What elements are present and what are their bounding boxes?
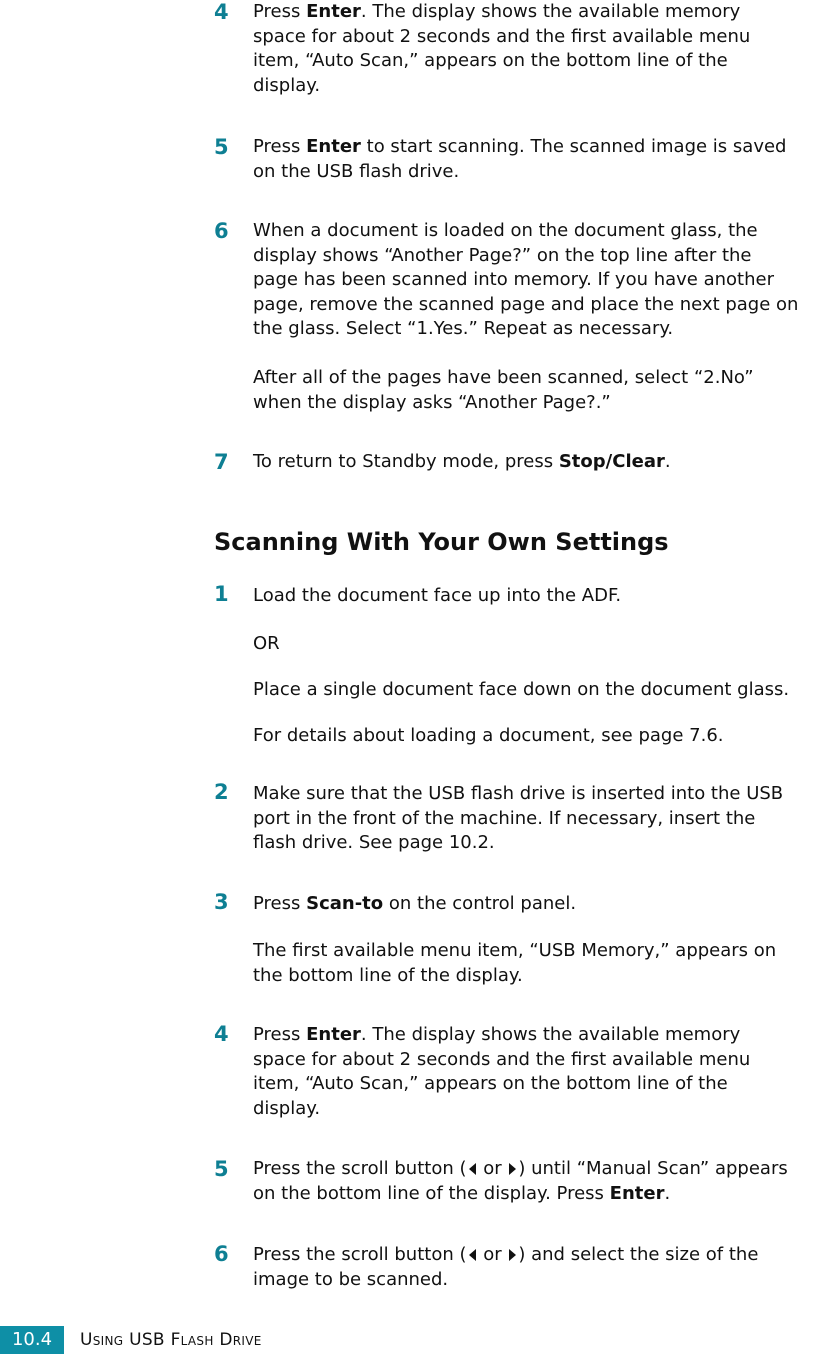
chapter-title: Using USB Flash Drive (80, 1330, 262, 1350)
step-number: 3 (214, 890, 229, 914)
step-text: To return to Standby mode, press Stop/Clear. (253, 451, 671, 472)
step-text: Make sure that the USB flash drive is inserted into the USB port in the front of the machine. If necessary, insert the flash drive. See page 10.2. (253, 783, 784, 853)
step-number: 1 (214, 582, 229, 606)
step-number: 4 (214, 0, 229, 24)
scroll-right-icon (509, 1249, 516, 1261)
scroll-left-icon (469, 1163, 476, 1175)
step-text: Press the scroll button ( or ) and select the size of the image to be scanned. (253, 1244, 759, 1290)
step-number: 4 (214, 1022, 229, 1046)
step-note: The first available menu item, “USB Memory,” appears on the bottom line of the display. (253, 940, 777, 986)
scroll-left-icon (469, 1249, 476, 1261)
step-number: 5 (214, 135, 229, 159)
step-see: For details about loading a document, see page 7.6. (253, 725, 724, 746)
step-text: When a document is loaded on the document glass, the display shows “Another Page?” on the top line after the page has been scanned into memory. If you have another page, remove the scanned page and place the next page on the glass. Select “1.Yes.” Repeat as necessary. (253, 220, 799, 339)
step-text: Press Enter. The display shows the available memory space for about 2 seconds and the first available menu item, “Auto Scan,” appears on the bottom line of the display. (253, 1024, 751, 1119)
section-heading: Scanning With Your Own Settings (214, 528, 669, 556)
step-number: 6 (214, 219, 229, 243)
step-text: Load the document face up into the ADF. (253, 585, 622, 606)
scroll-right-icon (509, 1163, 516, 1175)
step-text: Press Scan-to on the control panel. (253, 893, 577, 914)
step-alt: Place a single document face down on the document glass. (253, 679, 790, 700)
step-number: 5 (214, 1157, 229, 1181)
step-text: Press the scroll button ( or ) until “Manual Scan” appears on the bottom line of the display. Press Enter. (253, 1158, 788, 1204)
step-text: Press Enter to start scanning. The scanned image is saved on the USB flash drive. (253, 136, 787, 182)
step-or: OR (253, 633, 280, 654)
step-text: Press Enter. The display shows the available memory space for about 2 seconds and the first available menu item, “Auto Scan,” appears on the bottom line of the display. (253, 1, 751, 96)
step-number: 2 (214, 780, 229, 804)
step-number: 7 (214, 450, 229, 474)
page-number: 10.4 (0, 1326, 64, 1354)
step-note: After all of the pages have been scanned, select “2.No” when the display asks “Another Page?.” (253, 367, 754, 413)
step-number: 6 (214, 1242, 229, 1266)
